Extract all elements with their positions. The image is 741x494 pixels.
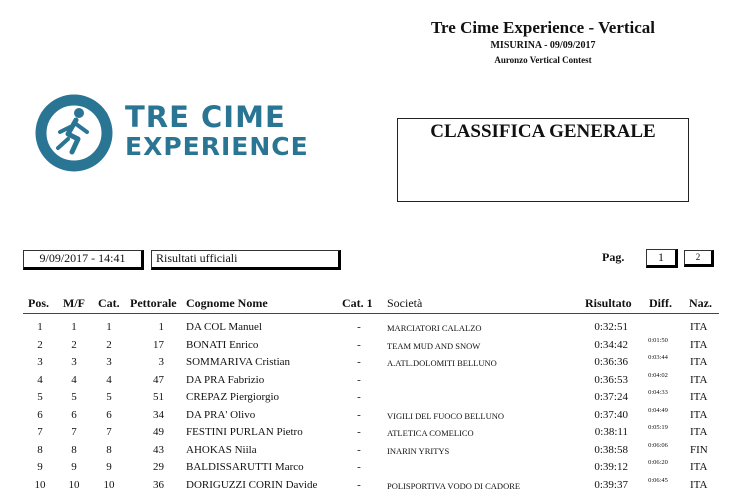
table-row bbox=[0, 389, 741, 406]
cell-name: AHOKAS Niila bbox=[186, 443, 257, 456]
cell-pos: 4 bbox=[37, 373, 43, 386]
cell-pos: 5 bbox=[37, 391, 43, 403]
cell-naz: ITA bbox=[690, 373, 708, 386]
cell-cat: 7 bbox=[106, 426, 112, 438]
table-row bbox=[0, 354, 741, 371]
col-header-result: Risultato bbox=[585, 296, 632, 310]
col-header-naz: Naz. bbox=[689, 296, 712, 310]
table-row bbox=[0, 372, 741, 389]
cell-naz: ITA bbox=[690, 408, 708, 421]
cell-team: INARIN YRITYS bbox=[387, 445, 450, 456]
cell-cat1: - bbox=[357, 321, 361, 333]
cell-naz: ITA bbox=[690, 461, 708, 473]
cell-result: 0:36:53 bbox=[594, 373, 628, 386]
cell-bib: 34 bbox=[153, 408, 164, 421]
cell-result: 0:32:51 bbox=[594, 321, 628, 333]
cell-result: 0:34:42 bbox=[594, 338, 628, 351]
event-subtitle: MISURINA - 09/09/2017 bbox=[490, 40, 596, 51]
col-header-cat: Cat. bbox=[98, 296, 120, 310]
cell-naz: ITA bbox=[690, 391, 708, 403]
col-header-pos: Pos. bbox=[28, 296, 49, 310]
cell-cat1: - bbox=[357, 373, 361, 386]
header-divider bbox=[23, 313, 719, 314]
cell-gap: 0:04:49 bbox=[648, 406, 668, 414]
cell-cat1: - bbox=[357, 338, 361, 351]
cell-mf: 7 bbox=[71, 426, 77, 438]
cell-gap: 0:04:33 bbox=[648, 389, 668, 396]
cell-result: 0:37:24 bbox=[594, 391, 628, 403]
cell-cat1: - bbox=[357, 391, 361, 403]
cell-mf: 5 bbox=[71, 391, 77, 403]
cell-result: 0:37:40 bbox=[594, 408, 628, 421]
cell-naz: ITA bbox=[690, 478, 708, 491]
cell-team: MARCIATORI CALALZO bbox=[387, 323, 482, 333]
table-row bbox=[0, 407, 741, 424]
cell-result: 0:39:37 bbox=[594, 478, 628, 491]
cell-team: VIGILI DEL FUOCO BELLUNO bbox=[387, 410, 505, 421]
cell-cat1: - bbox=[357, 478, 361, 491]
cell-mf: 6 bbox=[71, 408, 77, 421]
cell-naz: ITA bbox=[690, 338, 708, 351]
cell-result: 0:39:12 bbox=[594, 461, 628, 473]
cell-naz: ITA bbox=[690, 426, 708, 438]
table-row bbox=[0, 337, 741, 354]
cell-cat: 5 bbox=[106, 391, 112, 403]
col-header-cat1: Cat. 1 bbox=[342, 296, 373, 310]
cell-name: CREPAZ Piergiorgio bbox=[186, 391, 280, 403]
cell-result: 0:38:11 bbox=[594, 426, 628, 438]
cell-cat: 2 bbox=[106, 338, 112, 351]
cell-bib: 49 bbox=[153, 426, 164, 438]
cell-gap: 0:06:20 bbox=[648, 459, 668, 466]
cell-gap: 0:06:45 bbox=[648, 476, 668, 484]
cell-cat1: - bbox=[357, 408, 361, 421]
cell-cat1: - bbox=[357, 426, 361, 438]
cell-mf: 4 bbox=[71, 373, 77, 386]
col-header-team: Società bbox=[387, 296, 423, 310]
cell-pos: 3 bbox=[37, 356, 43, 368]
page-total[interactable]: 2 bbox=[684, 250, 714, 267]
cell-cat1: - bbox=[357, 461, 361, 473]
cell-gap: 0:03:44 bbox=[648, 354, 668, 361]
cell-pos: 8 bbox=[37, 443, 43, 456]
cell-gap: 0:05:19 bbox=[648, 424, 668, 431]
table-row bbox=[0, 459, 741, 476]
cell-mf: 8 bbox=[71, 443, 77, 456]
col-header-name: Cognome Nome bbox=[186, 296, 268, 310]
table-row bbox=[0, 424, 741, 441]
cell-naz: FIN bbox=[690, 443, 708, 456]
col-header-gap: Diff. bbox=[649, 296, 672, 310]
cell-name: BALDISSARUTTI Marco bbox=[186, 461, 304, 473]
cell-naz: ITA bbox=[690, 321, 708, 333]
cell-cat: 6 bbox=[106, 408, 112, 421]
cell-name: DA PRA' Olivo bbox=[186, 408, 256, 421]
cell-result: 0:36:36 bbox=[594, 356, 628, 368]
cell-cat: 8 bbox=[106, 443, 112, 456]
cell-pos: 1 bbox=[37, 321, 43, 333]
cell-result: 0:38:58 bbox=[594, 443, 628, 456]
cell-pos: 10 bbox=[34, 478, 46, 491]
cell-team: TEAM MUD AND SNOW bbox=[387, 340, 481, 351]
logo-text-line1: TRE CIME bbox=[125, 100, 286, 134]
cell-bib: 1 bbox=[158, 321, 164, 333]
cell-name: DA PRA Fabrizio bbox=[186, 373, 265, 386]
cell-bib: 47 bbox=[153, 373, 164, 386]
status-box: Risultati ufficiali bbox=[151, 250, 341, 270]
cell-cat: 10 bbox=[103, 478, 115, 491]
cell-pos: 2 bbox=[37, 338, 43, 351]
cell-team: A.ATL.DOLOMITI BELLUNO bbox=[387, 358, 497, 368]
cell-naz: ITA bbox=[690, 356, 708, 368]
cell-gap: 0:06:06 bbox=[648, 441, 668, 449]
cell-cat1: - bbox=[357, 443, 361, 456]
cell-mf: 3 bbox=[71, 356, 77, 368]
cell-bib: 36 bbox=[153, 478, 164, 491]
event-subtitle-2: Auronzo Vertical Contest bbox=[494, 55, 592, 65]
cell-cat1: - bbox=[357, 356, 361, 368]
cell-mf: 1 bbox=[71, 321, 77, 333]
cell-cat: 4 bbox=[106, 373, 112, 386]
cell-mf: 9 bbox=[71, 461, 77, 473]
logo-text-line2: EXPERIENCE bbox=[125, 132, 309, 161]
event-title: Tre Cime Experience - Vertical bbox=[430, 18, 656, 37]
cell-name: DORIGUZZI CORIN Davide bbox=[186, 478, 318, 491]
page-current[interactable]: 1 bbox=[646, 249, 678, 268]
cell-pos: 7 bbox=[37, 426, 43, 438]
col-header-bib: Pettorale bbox=[130, 296, 177, 310]
cell-bib: 51 bbox=[153, 391, 164, 403]
page-label: Pag. bbox=[602, 250, 625, 264]
cell-cat: 1 bbox=[106, 321, 112, 333]
cell-mf: 2 bbox=[71, 338, 77, 351]
table-row bbox=[0, 477, 741, 494]
cell-gap: 0:01:50 bbox=[648, 336, 668, 344]
cell-bib: 43 bbox=[153, 443, 164, 456]
cell-cat: 3 bbox=[106, 356, 112, 368]
col-header-mf: M/F bbox=[63, 296, 85, 310]
cell-bib: 17 bbox=[153, 338, 164, 351]
cell-name: SOMMARIVA Cristian bbox=[186, 356, 291, 368]
cell-name: DA COL Manuel bbox=[186, 321, 262, 333]
table-row bbox=[0, 319, 741, 336]
cell-pos: 6 bbox=[37, 408, 43, 421]
cell-name: FESTINI PURLAN Pietro bbox=[186, 426, 303, 438]
classifica-title: CLASSIFICA GENERALE bbox=[430, 121, 656, 142]
cell-gap: 0:04:02 bbox=[648, 371, 668, 379]
cell-team: ATLETICA COMELICO bbox=[387, 428, 474, 438]
cell-team: POLISPORTIVA VODO DI CADORE bbox=[387, 480, 521, 491]
datetime-box: 9/09/2017 - 14:41 bbox=[23, 250, 144, 270]
cell-pos: 9 bbox=[37, 461, 43, 473]
cell-name: BONATI Enrico bbox=[186, 338, 259, 351]
cell-cat: 9 bbox=[106, 461, 112, 473]
cell-bib: 3 bbox=[158, 356, 164, 368]
cell-bib: 29 bbox=[153, 461, 164, 473]
table-row bbox=[0, 442, 741, 459]
cell-mf: 10 bbox=[68, 478, 80, 491]
